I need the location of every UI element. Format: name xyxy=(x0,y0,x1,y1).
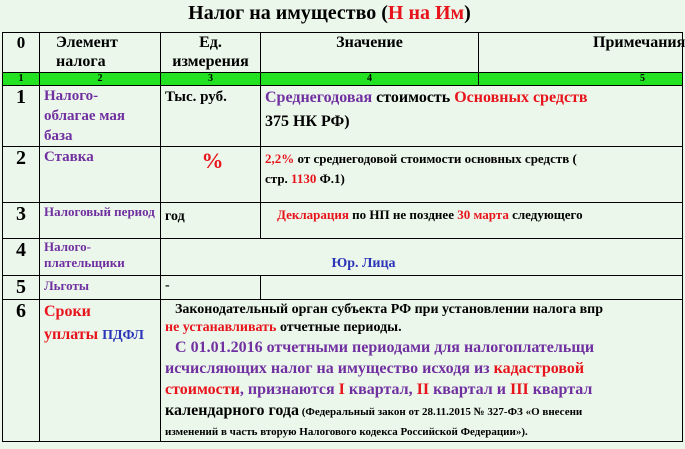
column-number-row xyxy=(3,73,683,86)
colnum-5: 5 xyxy=(479,73,683,86)
colnum-3: 3 xyxy=(161,73,261,86)
colnum-1: 1 xyxy=(3,73,40,86)
row-number: 3 xyxy=(3,203,40,239)
row-value: Законодательный орган субъекта РФ при установлении налога впр не устанавливать отчетные периоды. С 01.01.2016 отчетными периодами для налогоплательщи исчисляющих налог на имущество исходя из кадастровой стоимости, признаются I квартал, II квартал и III квартал календарного года (Федеральный закон от 28.11.2015 № 327-ФЗ «О внесени изменений в часть вторую Налогового кодекса Российской Федерации»). xyxy=(161,300,683,442)
row-number: 4 xyxy=(3,239,40,276)
row-number: 2 xyxy=(3,147,40,203)
row-label: Налого-облагае мая база xyxy=(40,86,161,147)
row-number: 5 xyxy=(3,276,40,300)
row-label: Налоговый период xyxy=(40,203,161,239)
header-unit: Ед. измерения xyxy=(161,33,261,73)
table-row xyxy=(3,86,683,147)
row-value: Декларация по НП не позднее 30 марта следующего xyxy=(261,203,683,239)
row-value: 2,2% от среднегодовой стоимости основных средств ( стр. 1130 Ф.1) xyxy=(261,147,683,203)
row-label: Ставка xyxy=(40,147,161,203)
row-value: Среднегодовая стоимость Основных средств 375 НК РФ) xyxy=(261,86,683,147)
colnum-4: 4 xyxy=(261,73,479,86)
table-row xyxy=(3,203,683,239)
title-close: ) xyxy=(464,2,471,24)
header-element: Элемент налога xyxy=(40,33,161,73)
row-value-empty xyxy=(261,276,683,300)
row-label: Налого-плательщики xyxy=(40,239,161,276)
header-num: 0 xyxy=(3,33,40,73)
table-row xyxy=(3,147,683,203)
row-number: 6 xyxy=(3,300,40,442)
table-row xyxy=(3,300,683,442)
header-value: Значение xyxy=(261,33,479,73)
row-number: 1 xyxy=(3,86,40,147)
row-label: Сроки уплаты ПДФЛ xyxy=(40,300,161,442)
title-text: Налог на имущество ( xyxy=(188,2,388,24)
table-row xyxy=(3,276,683,300)
row-value: Юр. Лица xyxy=(161,239,683,276)
row-unit: % xyxy=(161,147,261,203)
header-note: Примечания xyxy=(479,33,683,73)
title-abbr: Н на Им xyxy=(387,2,465,24)
row-label: Льготы xyxy=(40,276,161,300)
row-unit: Тыс. руб. xyxy=(161,86,261,147)
colnum-2: 2 xyxy=(40,73,161,86)
row-unit: - xyxy=(161,276,261,300)
row-unit: год xyxy=(161,203,261,239)
header-row xyxy=(3,33,683,73)
table-row xyxy=(3,239,683,276)
page-title xyxy=(0,0,659,32)
tax-table xyxy=(2,32,683,442)
